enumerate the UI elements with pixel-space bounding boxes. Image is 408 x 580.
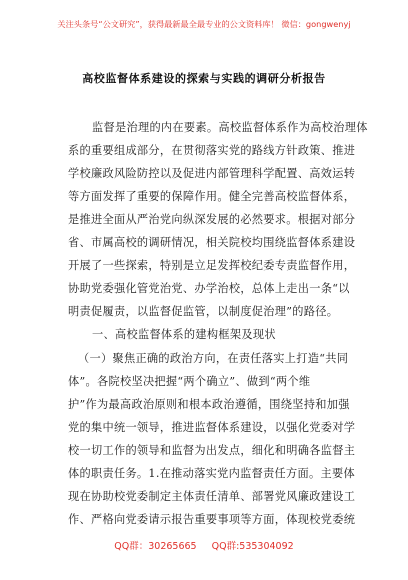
footer-qq-group-1: QQ群：30265665 xyxy=(114,541,197,552)
body-line: 校一切工作的领导和监督为出发点，细化和明确各监督主 xyxy=(68,444,356,457)
body-line: 监督是治理的内在要素。高校监督体系作为高校治理体 xyxy=(92,121,368,134)
body-line: 等方面发挥了重要的保障作用。健全完善高校监督体系， xyxy=(68,190,356,203)
body-line: 明责促履责，以监督促监管，以制度促治理”的路径。 xyxy=(68,305,339,318)
footer xyxy=(0,538,408,552)
body-line: 学校廉政风险防控以及促进内部管理科学配置、高效运转 xyxy=(68,167,356,180)
body-line: 是推进全面从严治党向纵深发展的必然要求。根据对部分 xyxy=(68,213,356,226)
body-line: 党的集中统一领导，推进监督体系建设，以强化党委对学 xyxy=(68,421,356,434)
body-line: 体的职责任务。1.在推动落实党内监督责任方面。主要体 xyxy=(68,467,355,480)
body-line: 护”作为最高政治原则和根本政治遵循，围绕坚持和加强 xyxy=(68,398,350,411)
body-line: 体”。各院校坚决把握“两个确立”、做到“两个维 xyxy=(68,375,311,388)
footer-qq-group-2: QQ群:535304092 xyxy=(211,541,294,552)
body-line: 作、严格向党委请示报告重要事项等方面，体现校党委统 xyxy=(68,513,356,526)
body-line: 协助党委强化管党治党、办学治校，总体上走出一条“以 xyxy=(68,282,350,295)
section-heading: 一、高校监督体系的建构框架及现状 xyxy=(92,328,276,341)
body-line: 省、市属高校的调研情况，相关院校均围绕监督体系建设 xyxy=(68,236,356,249)
body-line: 开展了一些探索，特别是立足发挥校纪委专责监督作用， xyxy=(68,259,356,272)
body-line: 现在协助校党委制定主体责任清单、部署党风廉政建设工 xyxy=(68,490,356,503)
document-title: 高校监督体系建设的探索与实践的调研分析报告 xyxy=(82,72,326,85)
body-line: 系的重要组成部分，在贯彻落实党的路线方针政策、推进 xyxy=(68,144,356,157)
header-banner: 关注头条号“公文研究”，获得最新最全最专业的公文资料库！ 微信：gongwenyj xyxy=(57,19,351,29)
body-line: （一）聚焦正确的政治方向，在责任落实上打造“共同 xyxy=(78,352,349,365)
